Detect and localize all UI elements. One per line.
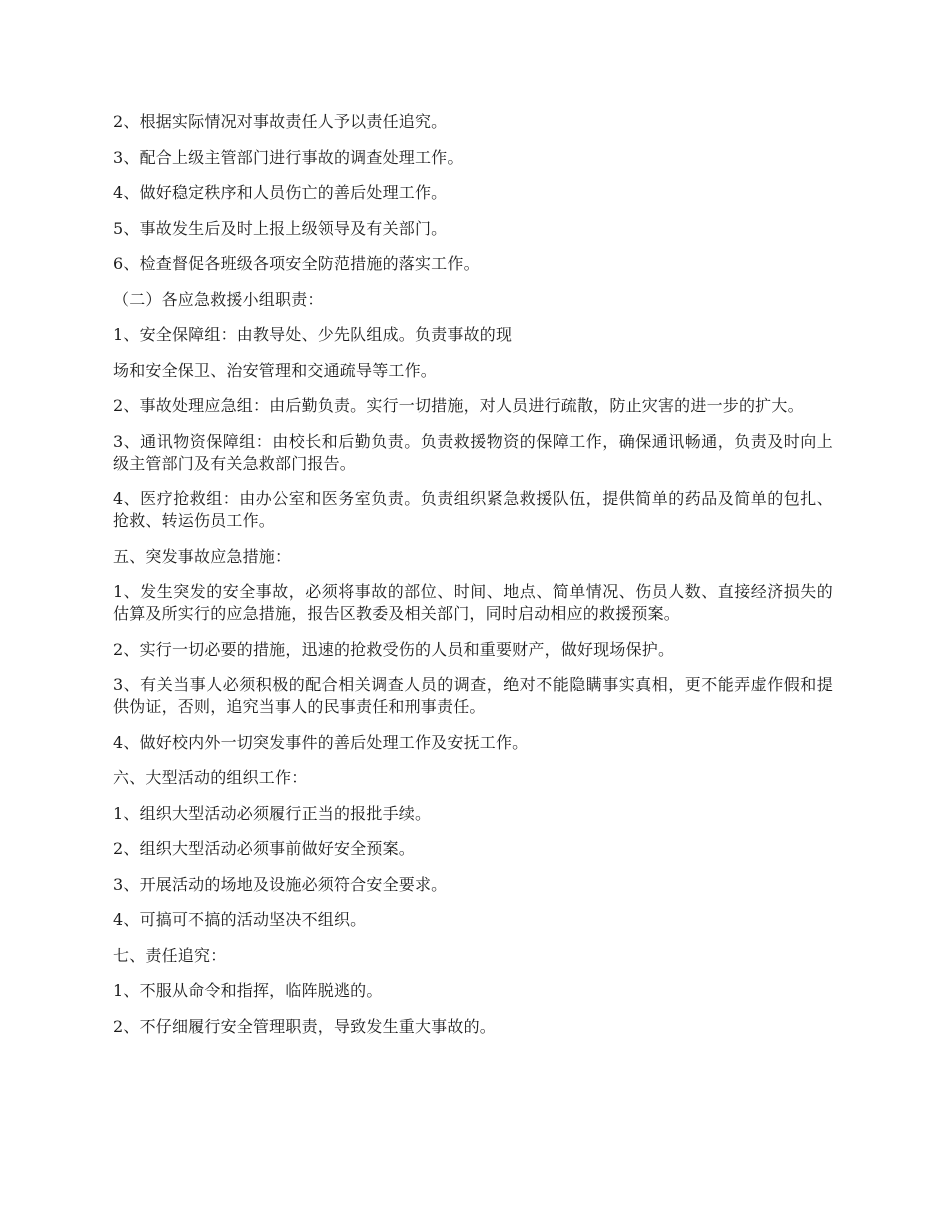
section-heading: （二）各应急救援小组职责： bbox=[113, 289, 324, 309]
paragraph: 3、配合上级主管部门进行事故的调查处理工作。 bbox=[113, 147, 464, 167]
document-body bbox=[113, 111, 833, 1051]
paragraph: 6、检查督促各班级各项安全防范措施的落实工作。 bbox=[113, 254, 480, 273]
paragraph: 3、通讯物资保障组：由校长和后勤负责。负责救援物资的保障工作，确保通讯畅通，负责及时向上级主管部门及有关急救部门报告。 bbox=[113, 431, 833, 473]
paragraph: 2、不仔细履行安全管理职责，导致发生重大事故的。 bbox=[113, 1016, 496, 1036]
paragraph: 4、可搞可不搞的活动坚决不组织。 bbox=[113, 910, 367, 929]
paragraph: 3、有关当事人必须积极的配合相关调查人员的调查，绝对不能隐瞒事实真相，更不能弄虚作假和提供伪证，否则，追究当事人的民事责任和刑事责任。 bbox=[113, 675, 833, 716]
paragraph: 1、安全保障组：由教导处、少先队组成。负责事故的现 bbox=[113, 325, 513, 344]
paragraph: 4、做好校内外一切突发事件的善后处理工作及安抚工作。 bbox=[113, 732, 529, 752]
paragraph: 2、组织大型活动必须事前做好安全预案。 bbox=[113, 839, 415, 858]
paragraph: 2、根据实际情况对事故责任人予以责任追究。 bbox=[113, 112, 448, 131]
paragraph: 1、发生突发的安全事故，必须将事故的部位、时间、地点、简单情况、伤员人数、直接经济损失的估算及所实行的应急措施，报告区教委及相关部门，同时启动相应的救援预案。 bbox=[113, 582, 833, 623]
paragraph: 4、做好稳定秩序和人员伤亡的善后处理工作。 bbox=[113, 183, 448, 202]
paragraph: 2、实行一切必要的措施，迅速的抢救受伤的人员和重要财产，做好现场保护。 bbox=[113, 639, 675, 659]
paragraph: 5、事故发生后及时上报上级领导及有关部门。 bbox=[113, 218, 448, 238]
paragraph: 场和安全保卫、治安管理和交通疏导等工作。 bbox=[113, 360, 438, 380]
paragraph: 3、开展活动的场地及设施必须符合安全要求。 bbox=[113, 874, 448, 894]
paragraph: 2、事故处理应急组：由后勤负责。实行一切措施，对人员进行疏散，防止灾害的进一步的扩大。 bbox=[113, 396, 804, 415]
paragraph: 4、医疗抢救组：由办公室和医务室负责。负责组织紧急救援队伍，提供简单的药品及简单的包扎、抢救、转运伤员工作。 bbox=[113, 489, 833, 530]
section-heading: 七、责任追究： bbox=[113, 945, 227, 965]
paragraph: 1、组织大型活动必须履行正当的报批手续。 bbox=[113, 803, 432, 823]
paragraph: 1、不服从命令和指挥，临阵脱逃的。 bbox=[113, 981, 383, 1000]
section-heading: 六、大型活动的组织工作： bbox=[113, 768, 308, 787]
section-heading: 五、突发事故应急措施： bbox=[113, 546, 292, 566]
